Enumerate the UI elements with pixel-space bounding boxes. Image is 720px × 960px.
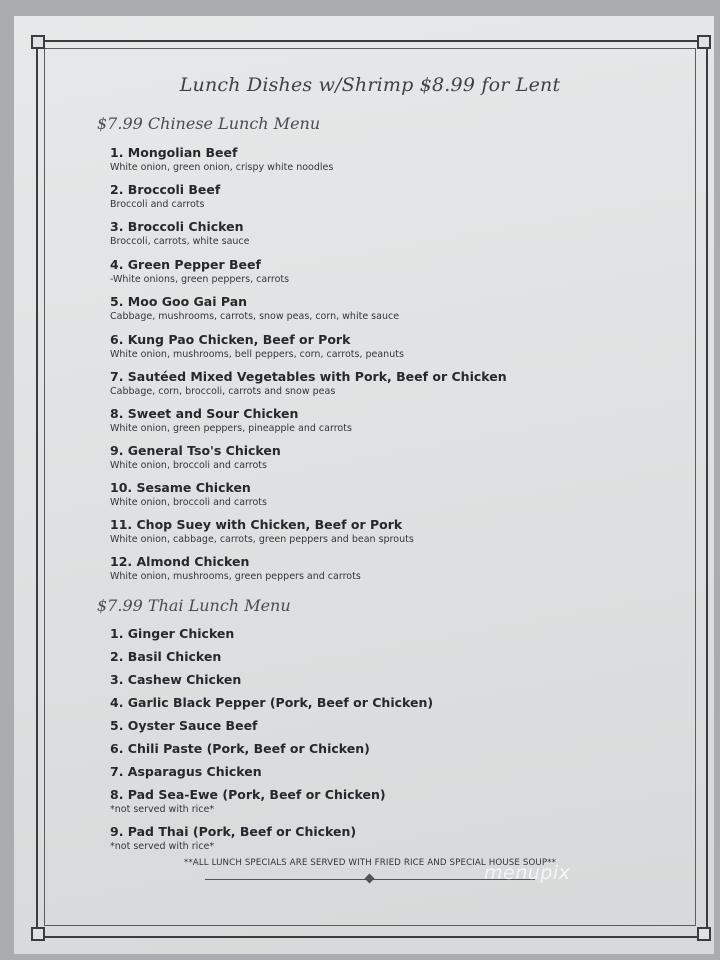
menu-item-name: 5. Oyster Sauce Beef [110, 718, 258, 733]
menu-item [110, 554, 361, 582]
frame-corner-ornament [697, 35, 711, 49]
chinese-section-title: $7.99 Chinese Lunch Menu [97, 114, 321, 133]
menu-item [110, 294, 399, 322]
menu-item-name: 9. Pad Thai (Pork, Beef or Chicken) [110, 824, 357, 839]
frame-corner-ornament [697, 927, 711, 941]
menu-item [110, 145, 333, 173]
menu-item [110, 824, 356, 852]
frame-corner-ornament [31, 927, 45, 941]
thai-section-title: $7.99 Thai Lunch Menu [97, 596, 291, 615]
menu-item [110, 626, 234, 641]
menu-item [110, 672, 241, 687]
menu-item [110, 741, 370, 756]
menu-item-name: 6. Chili Paste (Pork, Beef or Chicken) [110, 741, 370, 756]
menu-item [110, 369, 507, 397]
footer-note: **ALL LUNCH SPECIALS ARE SERVED WITH FRIED RICE AND SPECIAL HOUSE SOUP** [183, 858, 557, 868]
menu-item [110, 649, 221, 664]
menu-item-name: 6. Kung Pao Chicken, Beef or Pork [110, 332, 351, 347]
menu-header: Lunch Dishes w/Shrimp $8.99 for Lent [179, 74, 561, 96]
menu-item-description: Cabbage, corn, broccoli, carrots and snow peas [110, 386, 336, 397]
menu-item [110, 182, 220, 210]
menu-item-name: 3. Broccoli Chicken [110, 219, 244, 234]
menu-item-name: 8. Pad Sea-Ewe (Pork, Beef or Chicken) [110, 787, 386, 802]
menu-item-name: 10. Sesame Chicken [110, 480, 251, 495]
menu-item-description: White onion, broccoli and carrots [110, 460, 267, 471]
menu-item [110, 764, 262, 779]
menu-item-name: 2. Broccoli Beef [110, 182, 221, 197]
menu-item [110, 480, 267, 508]
menu-item-name: 2. Basil Chicken [110, 649, 222, 664]
menu-item-name: 5. Moo Goo Gai Pan [110, 294, 248, 309]
menu-item-name: 3. Cashew Chicken [110, 672, 242, 687]
menu-item-name: 4. Green Pepper Beef [110, 257, 261, 272]
menu-item-description: White onion, cabbage, carrots, green peppers and bean sprouts [110, 534, 414, 545]
menu-item [110, 257, 289, 285]
menu-item-description: Broccoli, carrots, white sauce [110, 236, 250, 247]
frame-corner-ornament [31, 35, 45, 49]
menu-item-description: Cabbage, mushrooms, carrots, snow peas, corn, white sauce [110, 311, 400, 322]
menu-item-name: 9. General Tso's Chicken [110, 443, 281, 458]
menu-item-description: -White onions, green peppers, carrots [110, 274, 290, 285]
menu-item [110, 787, 386, 815]
watermark: menupix [484, 862, 571, 884]
menu-item-description: White onion, green onion, crispy white noodles [110, 162, 334, 173]
menu-item-name: 1. Mongolian Beef [110, 145, 238, 160]
menu-item-description: White onion, mushrooms, bell peppers, corn, carrots, peanuts [110, 349, 404, 360]
menu-item [110, 695, 433, 710]
menu-item-name: 7. Asparagus Chicken [110, 764, 262, 779]
menu-item [110, 443, 281, 471]
menu-item-name: 7. Sautéed Mixed Vegetables with Pork, Beef or Chicken [110, 369, 507, 384]
menu-item-name: 4. Garlic Black Pepper (Pork, Beef or Chicken) [110, 695, 434, 710]
menu-item-name: 1. Ginger Chicken [110, 626, 235, 641]
menu-item [110, 219, 250, 247]
menu-item-description: White onion, mushrooms, green peppers and carrots [110, 571, 361, 582]
menu-item-note: *not served with rice* [110, 804, 215, 815]
menu-item-description: Broccoli and carrots [110, 199, 205, 210]
menu-item [110, 332, 404, 360]
menu-item [110, 718, 257, 733]
menu-item [110, 517, 414, 545]
menu-item-description: White onion, broccoli and carrots [110, 497, 267, 508]
menu-item-name: 8. Sweet and Sour Chicken [110, 406, 299, 421]
menu-item-name: 12. Almond Chicken [110, 554, 250, 569]
menu-item-note: *not served with rice* [110, 841, 215, 852]
menu-item-name: 11. Chop Suey with Chicken, Beef or Pork [110, 517, 403, 532]
menu-item-description: White onion, green peppers, pineapple and carrots [110, 423, 352, 434]
menu-item [110, 406, 352, 434]
